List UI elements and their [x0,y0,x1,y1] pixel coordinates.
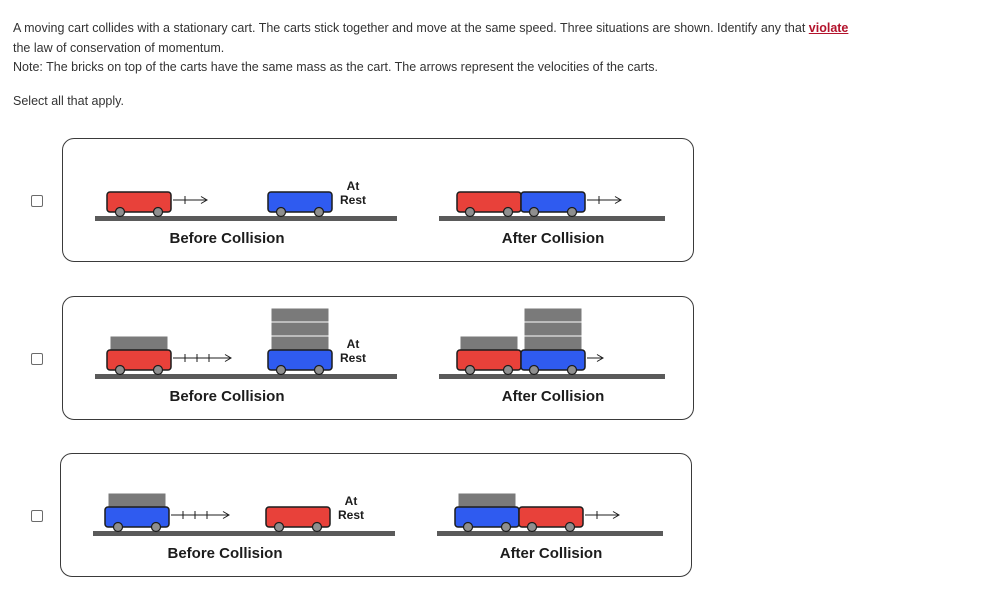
question-line-1 [13,19,973,39]
rest-cart-wheel [315,366,324,375]
after-rest-cart-brick [524,322,582,336]
after-rest-cart-wheel [530,366,539,375]
before-collision-label: Before Collision [169,388,285,405]
option-2-svg [63,297,695,421]
after-rest-cart-brick [524,336,582,350]
track-before [93,531,395,536]
rest-cart-wheel [277,366,286,375]
rest-cart-wheel [277,208,286,217]
after-rest-cart-wheel [530,208,539,217]
option-3-svg [61,454,693,578]
after-moving-cart-wheel [466,208,475,217]
after-rest-cart-brick [524,308,582,322]
after-collision-label: After Collision [501,230,605,247]
instruction-text: Select all that apply. [13,94,124,108]
moving-cart-wheel [116,208,125,217]
moving-cart-wheel [154,208,163,217]
rest-cart-brick [271,336,329,350]
track-before [95,374,397,379]
after-moving-cart-brick [458,493,516,507]
after-moving-cart-wheel [504,208,513,217]
after-collision-label: After Collision [501,388,605,405]
moving-cart-wheel [114,523,123,532]
option-2-diagram [62,296,694,420]
moving-cart-wheel [152,523,161,532]
track-after [437,531,663,536]
option-1-checkbox[interactable] [31,195,43,207]
track-after [439,374,665,379]
track-after [439,216,665,221]
option-1-diagram [62,138,694,262]
answer-option-1 [0,138,996,266]
at-rest-label: Rest [337,508,365,522]
moving-cart-brick [108,493,166,507]
rest-cart-wheel [275,523,284,532]
answer-option-3 [0,453,996,581]
after-moving-cart-wheel [464,523,473,532]
after-collision-label: After Collision [499,545,603,562]
option-3-diagram [60,453,692,577]
rest-cart-wheel [315,208,324,217]
after-moving-cart-wheel [466,366,475,375]
question-text [13,19,973,78]
at-rest-label: At [346,179,360,193]
moving-cart-brick [110,336,168,350]
after-rest-cart-wheel [528,523,537,532]
at-rest-label: Rest [339,351,367,365]
rest-cart-brick [271,322,329,336]
before-collision-label: Before Collision [169,230,285,247]
track-before [95,216,397,221]
at-rest-label: At [346,337,360,351]
keyword-violate: violate [808,21,849,35]
rest-cart-wheel [313,523,322,532]
after-moving-cart-wheel [502,523,511,532]
at-rest-label: Rest [339,193,367,207]
option-1-svg [63,139,695,263]
after-moving-cart-brick [460,336,518,350]
answer-option-2 [0,296,996,424]
after-rest-cart-wheel [568,208,577,217]
option-3-checkbox[interactable] [31,510,43,522]
rest-cart-brick [271,308,329,322]
option-2-checkbox[interactable] [31,353,43,365]
question-line-2: the law of conservation of momentum. [13,40,225,55]
question-note: Note: The bricks on top of the carts have the same mass as the cart. The arrows represent the velocities of the carts. [13,60,658,75]
moving-cart-wheel [154,366,163,375]
at-rest-label: At [344,494,358,508]
moving-cart-wheel [116,366,125,375]
after-moving-cart-wheel [504,366,513,375]
after-rest-cart-wheel [568,366,577,375]
question-line-1-text: A moving cart collides with a stationary cart. The carts stick together and move at the same speed. Three situations are shown. Identify any that [13,21,809,35]
before-collision-label: Before Collision [167,545,283,562]
after-rest-cart-wheel [566,523,575,532]
